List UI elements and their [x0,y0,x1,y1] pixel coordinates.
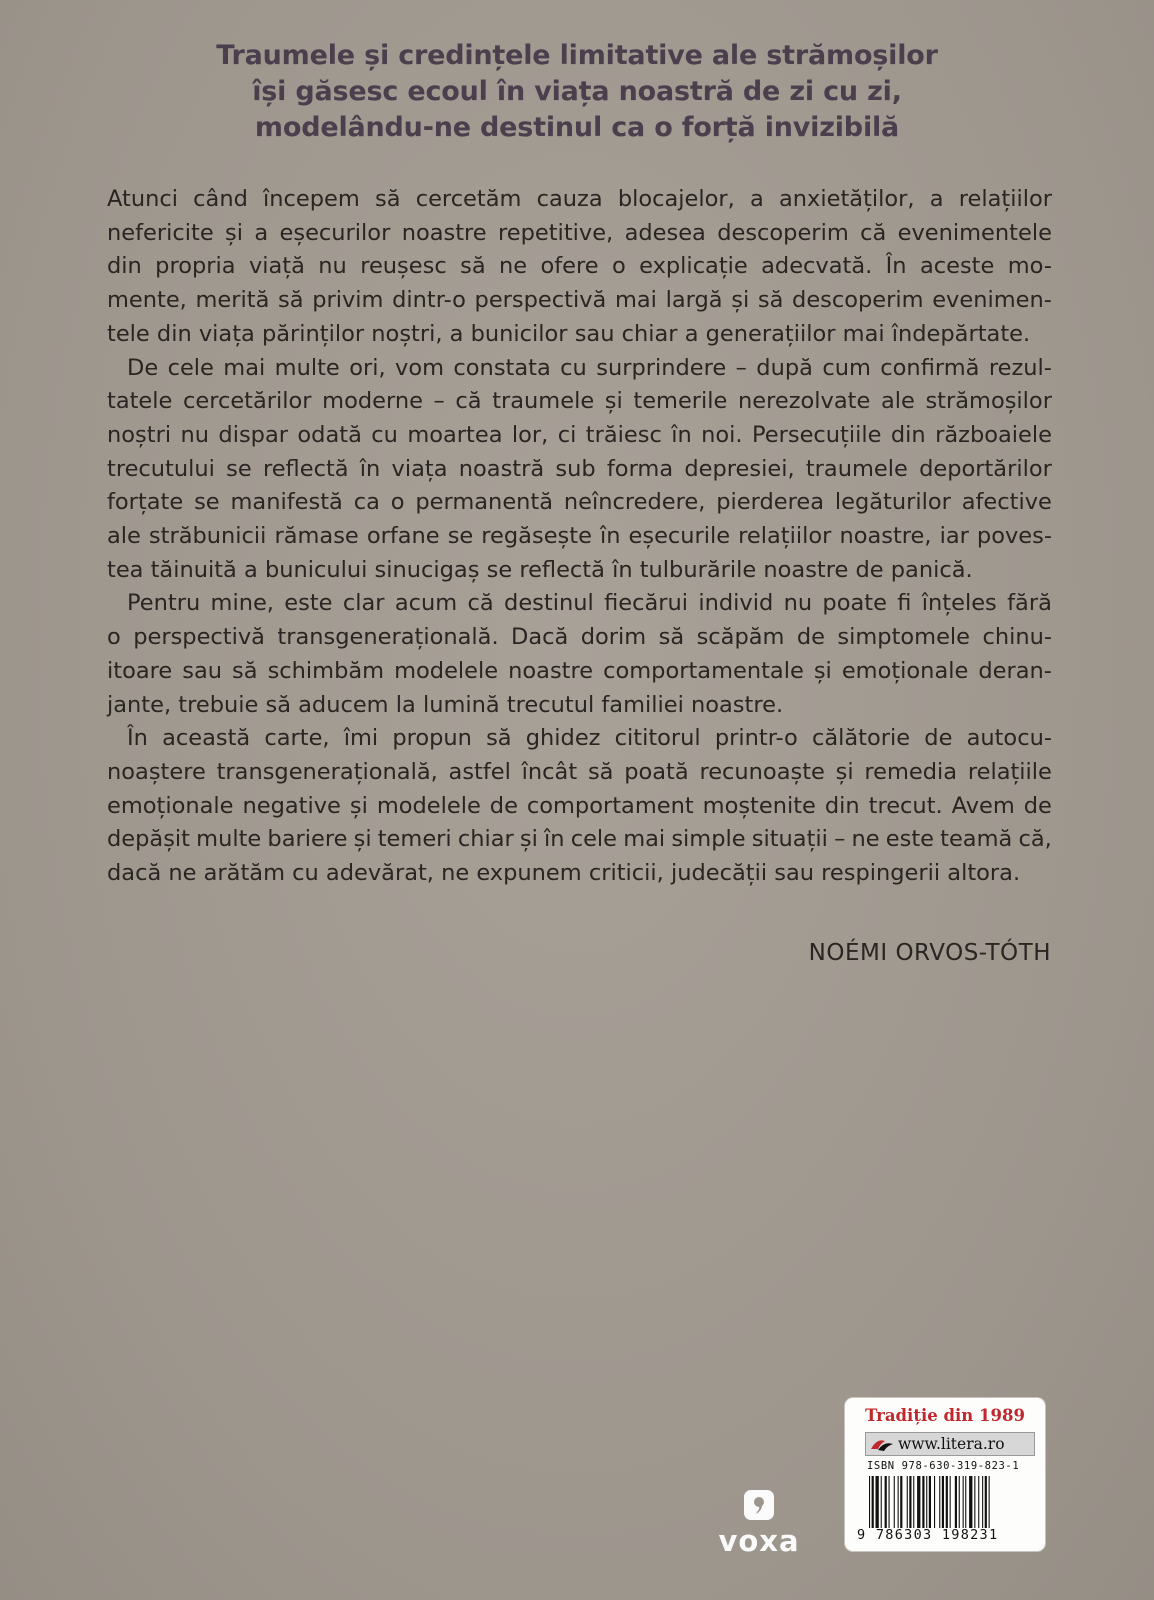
barcode-bar [881,1476,882,1528]
blurb-line: dacă ne arătăm cu adevărat, ne expunem criticii, judecății sau respingerii altora. [107,860,1021,887]
barcode-bar [869,1476,870,1528]
barcode-bar [946,1476,948,1528]
barcode-bar [917,1476,920,1528]
barcode-bar [965,1476,966,1528]
blurb-line: noaștere transgenerațională, astfel încât să poată recunoaște și remedia relațiile [107,758,1052,785]
barcode-bar [974,1476,975,1528]
barcode-bar [926,1476,927,1528]
barcode-bar [959,1476,960,1528]
blurb-line: depășit multe bariere și temeri chiar și în cele mai simple situații – ne este teamă că, [107,826,1052,853]
blurb-line: nefericite și a eșecurilor noastre repetitive, adesea descoperim că evenimentele [107,219,1052,246]
barcode-bar [989,1476,990,1528]
website-url: www.litera.ro [898,1435,1005,1453]
barcode-bar [872,1476,874,1528]
headline-line: Traumele și credințele limitative ale strămoșilor [216,40,938,71]
author-name: NOÉMI ORVOS-TÓTH [808,940,1051,966]
blurb-line: ale străbunicii rămase orfane se regăsește în eșecurile relațiilor noastre, iar poves- [107,523,1052,550]
barcode-bar [889,1476,890,1528]
headline-line: modelându-ne destinul ca o forță invizibilă [254,112,900,143]
blurb-line: tea tăinuită a bunicului sinucigaș se reflectă în tulburările noastre de panică. [107,556,973,583]
barcode-bar [963,1476,964,1528]
back-cover-headline [0,38,1154,146]
barcode-bar [898,1476,899,1528]
blurb-line: mente, merită să privim dintr-o perspectivă mai largă și să descoperim evenimen- [107,287,1052,314]
barcode-bar [955,1476,957,1528]
barcode-digits: 9 786303 198231 [857,1527,999,1543]
barcode-bar [894,1476,895,1528]
blurb-line: itoare sau să schimbăm modelele noastre comportamentale și emoționale deran- [107,657,1052,684]
blurb-line: tatele cercetărilor moderne – că traumele și temerile nerezolvate ale strămoșilor [107,388,1052,415]
barcode-bar [934,1476,935,1528]
barcode-bar [969,1476,972,1528]
website-bar [865,1432,1035,1456]
barcode-bar [985,1476,987,1528]
blurb-line: În această carte, îmi propun să ghidez cititorul printr-o călătorie de autocu- [127,725,1052,752]
barcode-bar [913,1476,914,1528]
barcode-bar [900,1476,902,1528]
comma-logo-icon [744,1490,774,1520]
barcode-bar [942,1476,944,1528]
blurb-line: tele din viața părinților noștri, a bunicilor sau chiar a generațiilor mai îndepărtate. [107,320,1031,347]
barcode-bar [922,1476,924,1528]
blurb-line: noștri nu dispar odată cu moartea lor, ci trăiesc în noi. Persecuțiile din războaiele [107,421,1052,448]
barcode-bar [885,1476,887,1528]
barcode-bar [982,1476,983,1528]
barcode-bar [909,1476,911,1528]
barcode-bar [929,1476,931,1528]
blurb-line: Pentru mine, este clar acum că destinul fiecărui individ nu poate fi înțeles fără [127,590,1052,617]
blurb-line: De cele mai multe ori, vom constata cu surprindere – după cum confirmă rezul- [127,354,1052,381]
barcode-bar [939,1476,940,1528]
blurb-line: Atunci când începem să cercetăm cauza blocajelor, a anxietăților, a relațiilor [107,186,1052,212]
blurb-line: din propria viață nu reușesc să ne ofere o explicație adecvată. În aceste mo- [107,253,1052,280]
blurb-line: trecutului se reflectă în viața noastră sub forma depresiei, traumele deportărilor [107,455,1052,482]
litera-leaf-icon [869,1435,895,1453]
publisher-tagline: Tradiție din 1989 [865,1406,1025,1425]
publisher-logo [704,1490,814,1600]
blurb-text [107,183,1052,891]
blurb-line: o perspectivă transgenerațională. Dacă dorim să scăpăm de simptomele chinu- [107,624,1052,651]
blurb-line: emoționale negative și modelele de comportament moștenite din trecut. Avem de [107,792,1052,819]
blurb-line: forțate se manifestă ca o permanentă neîncredere, pierderea legăturilor afective [107,489,1052,516]
barcode-bar [978,1476,979,1528]
publisher-name: voxa [718,1524,800,1558]
barcode-bar [876,1476,879,1528]
blurb-line: jante, trebuie să aducem la lumină trecutul familiei noastre. [107,691,784,718]
isbn-number: ISBN 978-630-319-823-1 [867,1460,1020,1472]
barcode-bar [907,1476,908,1528]
barcode [867,1476,1033,1528]
headline-line: își găsesc ecoul în viața noastră de zi cu zi, [252,76,902,107]
isbn-sticker [845,1398,1045,1551]
barcode-bar [950,1476,951,1528]
